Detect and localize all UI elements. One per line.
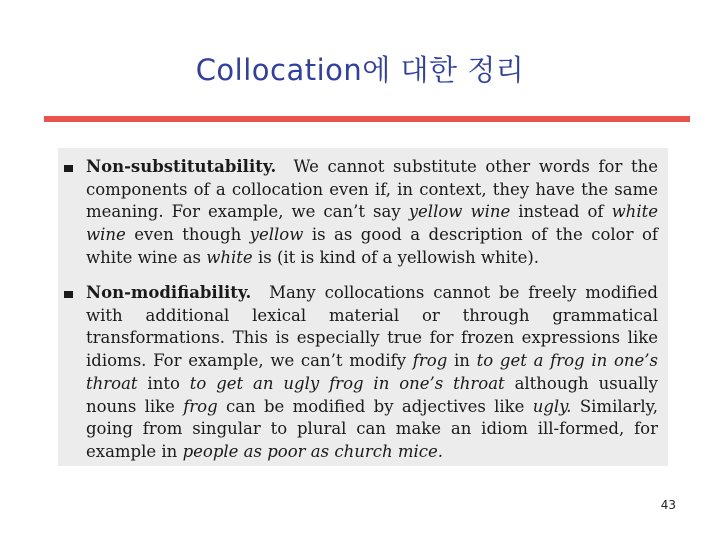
example: to get a frog in one’s throat: [86, 351, 659, 393]
bullet-marker: [64, 291, 73, 298]
example: frog: [412, 351, 448, 371]
term: Non-modifiability.: [86, 283, 252, 302]
page-number: 43: [660, 498, 676, 512]
example: people as poor as church mice.: [182, 441, 444, 461]
example: yellow: [249, 225, 304, 245]
example: yellow wine: [408, 202, 511, 222]
example: white: [206, 247, 253, 267]
text: We cannot substitute other words for the components of a collocation even if, in context, they have the same meaning. For example, we can’t say: [86, 157, 658, 222]
text: Many collocations cannot be freely modified with additional lexical material or through grammatical transformations. This is especially true for frozen expressions like idioms. For example, we can’t modify: [86, 283, 658, 371]
example: ugly.: [532, 396, 572, 416]
text: in: [447, 351, 477, 371]
text: Similarly, going from singular to plural can make an idiom ill-formed, for example in: [86, 396, 658, 461]
text: is as good a description of the color of white wine as: [86, 225, 658, 267]
title-underline: [44, 116, 690, 122]
text: can be modified by adjectives like: [217, 396, 533, 416]
text: even though: [125, 225, 250, 245]
example: frog: [183, 396, 218, 416]
example: to get an ugly frog in one’s throat: [189, 373, 505, 393]
bullet-marker: [64, 165, 73, 172]
text: into: [137, 373, 190, 393]
text: although usually nouns like: [86, 373, 658, 416]
text: instead of: [510, 202, 612, 222]
term: Non-substitutability.: [86, 157, 277, 176]
slide-title: Collocation에 대한 정리: [195, 53, 525, 87]
bullet-non-modifiability: [86, 282, 658, 464]
text: is (it is kind of a yellowish white).: [252, 247, 540, 267]
example: white wine: [86, 202, 658, 245]
bullet-non-substitutability: [86, 156, 658, 270]
